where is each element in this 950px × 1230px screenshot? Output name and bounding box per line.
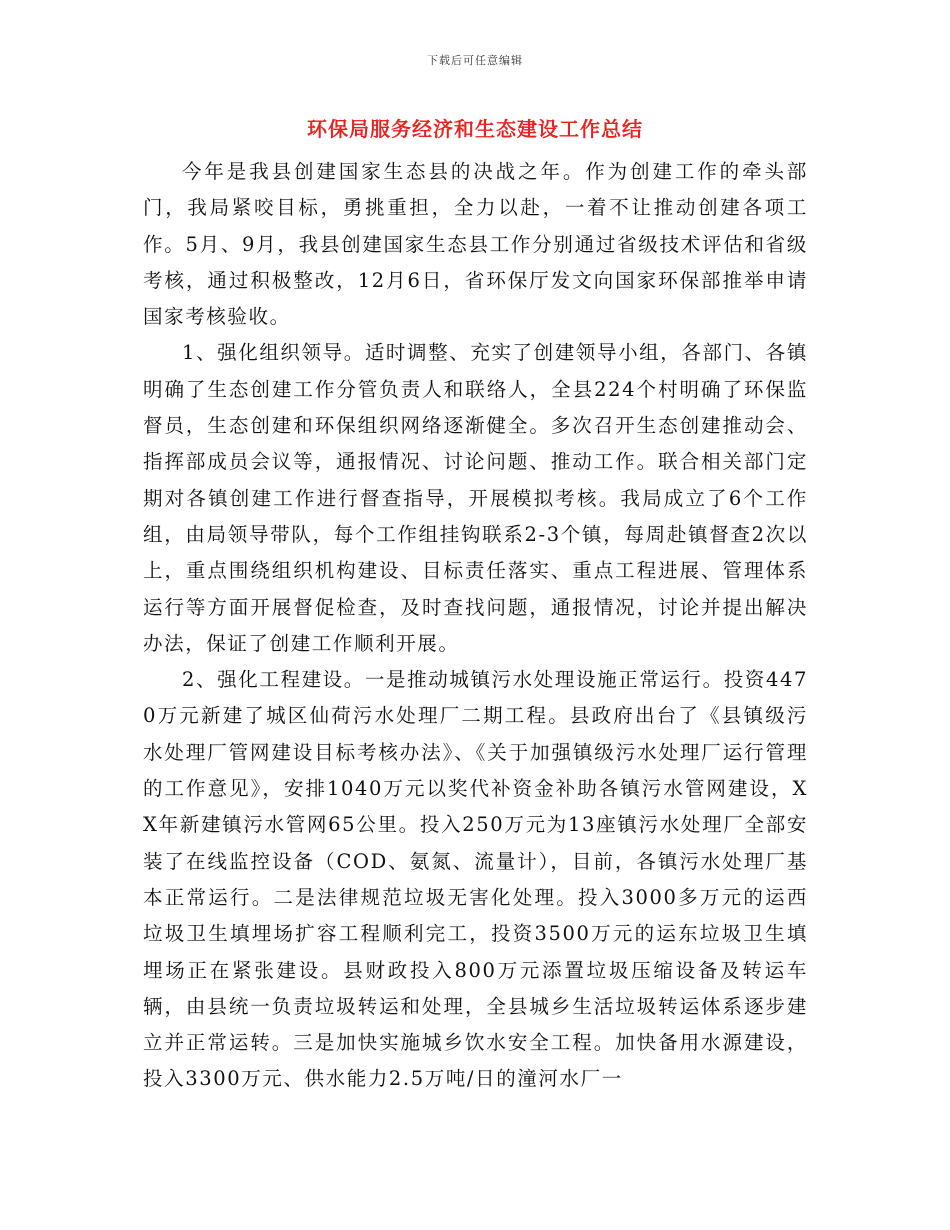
paragraph-engineering-construction: 2、强化工程建设。一是推动城镇污水处理设施正常运行。投资4470万元新建了城区仙荷污水处理厂二期工程。县政府出台了《县镇级污水处理厂管网建设目标考核办法》、《关于加强镇级污水处理厂运行管理的工作意见》，安排1040万元以奖代补资金补助各镇污水管网建设，XX年新建镇污水管网65公里。投入250万元为13座镇污水处理厂全部安装了在线监控设备（COD、氨氮、流量计），目前，各镇污水处理厂基本正常运行。二是法律规范垃圾无害化处理。投入3000多万元的运西垃圾卫生填埋场扩容工程顺利完工，投资3500万元的运东垃圾卫生填埋场正在紧张建设。县财政投入800万元添置垃圾压缩设备及转运车辆，由县统一负责垃圾转运和处理，全县城乡生活垃圾转运体系逐步建立并正常运转。三是加快实施城乡饮水安全工程。加快备用水源建设，投入3300万元、供水能力2.5万吨/日的潼河水厂一 — [143, 668, 808, 1091]
document-body — [143, 154, 808, 1098]
paragraph-intro: 今年是我县创建国家生态县的决战之年。作为创建工作的牵头部门，我局紧咬目标，勇挑重担，全力以赴，一着不让推动创建各项工作。5月、9月，我县创建国家生态县工作分别通过省级技术评估和省级考核，通过积极整改，12月6日，省环保厅发文向国家环保部推举申请国家考核验收。 — [143, 160, 808, 329]
paragraph-organization-leadership: 1、强化组织领导。适时调整、充实了创建领导小组，各部门、各镇明确了生态创建工作分管负责人和联络人，全县224个村明确了环保监督员，生态创建和环保组织网络逐渐健全。多次召开生态创建推动会、指挥部成员会议等，通报情况、讨论问题、推动工作。联合相关部门定期对各镇创建工作进行督查指导，开展模拟考核。我局成立了6个工作组，由局领导带队，每个工作组挂钩联系2-3个镇，每周赴镇督查2次以上，重点围绕组织机构建设、目标责任落实、重点工程进展、管理体系运行等方面开展督促检查，及时查找问题，通报情况，讨论并提出解决办法，保证了创建工作顺利开展。 — [143, 341, 808, 655]
document-title: 环保局服务经济和生态建设工作总结 — [307, 117, 643, 141]
page-header-note: 下载后可任意编辑 — [427, 54, 523, 67]
